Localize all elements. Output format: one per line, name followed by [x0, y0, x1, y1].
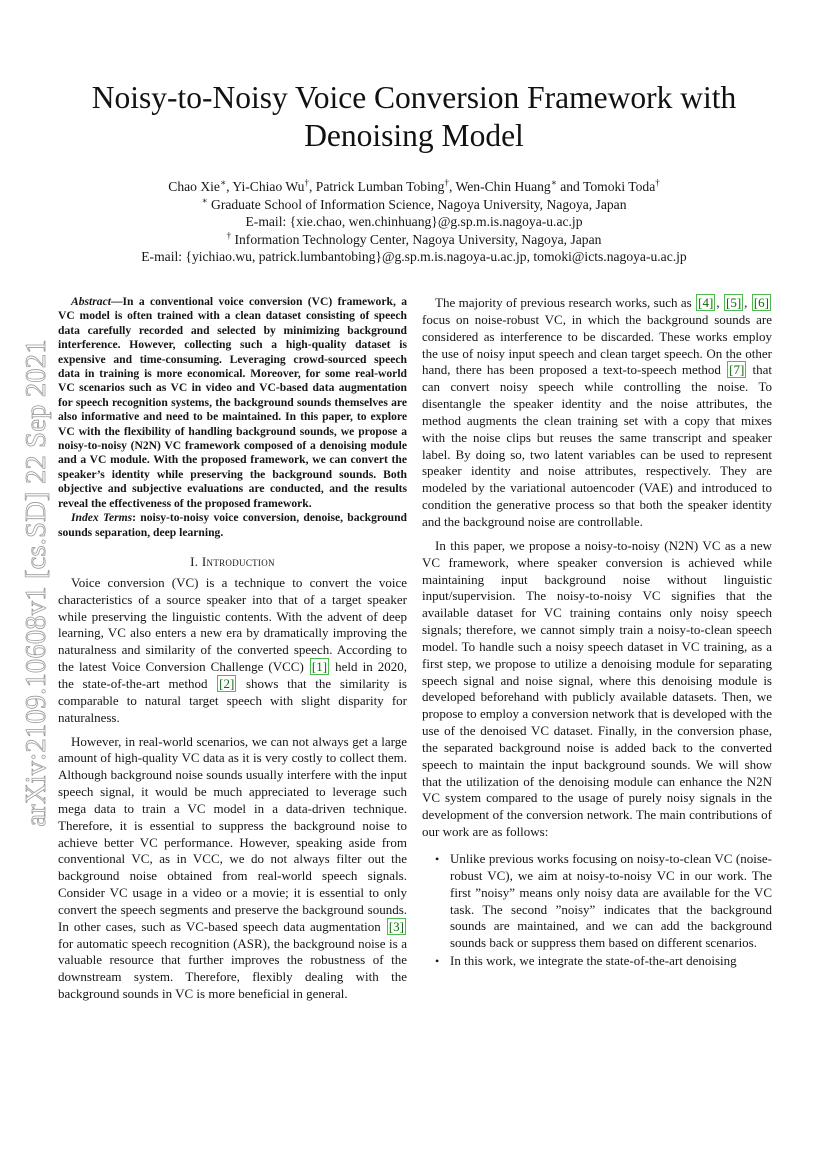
title-line-2: Denoising Model [304, 118, 524, 153]
citation-link[interactable]: [3] [388, 918, 404, 934]
bullet-icon: • [435, 954, 440, 969]
title-line-1: Noisy-to-Noisy Voice Conversion Framework with [91, 80, 737, 115]
paper-title [60, 79, 768, 155]
affiliation-2: † Information Technology Center, Nagoya University, Nagoya, Japan [226, 229, 602, 247]
index-terms [58, 511, 407, 540]
abstract [58, 295, 407, 540]
citation-link[interactable]: [2] [219, 675, 235, 691]
author-name: Chao Xie [168, 179, 220, 194]
abstract-paragraph [58, 295, 407, 511]
body-paragraph: In this paper, we propose a noisy-to-noisy (N2N) VC as a new VC framework, where speaker conversion is achieved while maintaining input background noise without linguistic input/supervision. The noisy-to-noisy VC signifies that the available dataset for VC training contains only noisy speech signals; therefore, we cannot simply train a noisy-to-clean speech model. To handle such a noisy speech dataset in VC training, as a first step, we propose to utilize a denoising module for separating speech signal and noise signal, where this denoising module is developed beforehand with publicly available datasets. Then, we propose to employ a conversion network that is developed with the use of the denoised VC dataset. Finally, in the conversion phase, the separated background noise is added back to the converted speech to maintain the input background sounds. We will show that the utilization of the denoising module can enhance the N2N VC system compared to the usage of purely noisy signals in the development of the conversion network. The main contributions of our work are as follows: [422, 537, 772, 840]
citation-link[interactable]: [1] [311, 659, 328, 675]
email-1: E-mail: {xie.chao, wen.chinhuang}@g.sp.m.is.nagoya-u.ac.jp [245, 214, 583, 229]
bullet-icon: • [435, 852, 440, 866]
affiliation-1: ∗ Graduate School of Information Science, Nagoya University, Nagoya, Japan [201, 194, 627, 212]
index-terms-body: : noisy-to-noisy voice conversion, denoise, background sounds separation, deep learning. [58, 511, 407, 539]
abstract-body: —In a conventional voice conversion (VC) framework, a VC model is often trained with a clean dataset consisting of speech data carefully recorded and selected by minimizing background interference. However, collecting such a high-quality dataset is expensive and time-consuming. Leveraging crowd-sourced speech data in training is more economical. Moreover, for some real-world VC scenarios such as VC in video and VC-based data augmentation for speech recognition systems, the background sounds themselves are also informative and need to be maintained. In this paper, to explore VC with the flexibility of handling background sounds, we propose a noisy-to-noisy (N2N) VC framework composed of a denoising module and a VC module. With the proposed framework, we can convert the speaker’s identity while preserving the background sounds. Both objective and subjective evaluations are conducted, and the results reveal the effectiveness of the proposed framework. [58, 295, 407, 510]
section-heading: I. Introduction [190, 553, 275, 569]
right-column [422, 295, 772, 971]
body-paragraph: However, in real-world scenarios, we can not always get a large amount of high-quality VC data as it is very costly to collect them. Although background noise sounds usually interfere with the input speech signal, it would be much appreciated to leverage such mega data to train a VC model in a data-driven technique. Therefore, it is essential to suppress the background noise to achieve better VC performance. However, speaking aside from conventional VC, as in VCC, we do not always filter out the background noise obtained from real-world speech signals. Consider VC usage in a video or a movie; it is essential to only convert the speech segments and preserve the background sounds. In other cases, such as VC-based speech data augmentation [3] for automatic speech recognition (ASR), the background noise is a valuable resource that further improves the robustness of the downstream system. Therefore, flexibly dealing with the background sounds in VC is more beneficial in general. [58, 733, 407, 1002]
arxiv-stamp [14, 338, 60, 828]
affiliation-mark: † [304, 177, 309, 188]
body-paragraph: Voice conversion (VC) is a technique to convert the voice characteristics of a source speaker into that of a target speaker while preserving the linguistic contents. With the advent of deep learning, VC also enters a new era by dramatically improving the naturalness and similarity of the converted speech. According to the latest Voice Conversion Challenge (VCC) [1] held in 2020, the state-of-the-art method [2] shows that the similarity is comparable to natural target speech with slight disparity for naturalness. [58, 574, 408, 725]
arxiv-stamp-text: arXiv:2109.10608v1 [cs.SD] 22 Sep 2021 [21, 339, 52, 827]
affiliation-mark: ∗ [550, 177, 557, 188]
citation-link[interactable]: [6] [753, 295, 770, 310]
affiliation-mark: ∗ [219, 177, 227, 188]
abstract-heading: Abstract [71, 295, 111, 308]
citation-link[interactable]: [5] [726, 295, 742, 310]
contributions-list [422, 851, 772, 970]
author-name: , Yi-Chiao Wu [226, 179, 305, 194]
citation-link[interactable]: [4] [698, 295, 714, 310]
author-name: , Wen-Chin Huang [448, 179, 551, 194]
affiliation-mark: † [444, 177, 449, 188]
citation-link[interactable]: [7] [729, 362, 745, 378]
author-name: , Patrick Lumban Tobing [308, 179, 445, 194]
affiliation-mark: ∗ [201, 194, 208, 205]
list-item: • In this work, we integrate the state-of-the-art denoising [435, 953, 737, 969]
list-item: • Unlike previous works focusing on noisy-to-clean VC (noise-robust VC), we aim at noisy-to-noisy VC in our work. The first ”noisy” means only noisy data are available for the VC task. The second ”noisy” indicates that the background sounds are maintained, and we can add the background sounds back or suppress them based on different scenarios. [435, 851, 772, 951]
author-block [60, 178, 768, 266]
affiliation-mark: † [655, 177, 660, 188]
left-column [58, 295, 407, 1003]
body-paragraph: The majority of previous research works, such as [4] , [5] , [6] focus on noise-robust VC, in which the background sounds are considered as interference to be discarded. These works employ the use of noisy input speech and clean target speech. On the other hand, there has been proposed a text-to-speech method [7] that can convert noisy speech while controlling the noise. To disentangle the speaker identity and the noise attributes, the method augments the clean training set with a copy that mixes with the noise clips but reuses the same transcript and speaker label. By doing so, two latent variables can be used to represent speaker identity and noise attributes, respectively. They are modeled by the variational autoencoder (VAE) and introduced to condition the generative process so that both the speaker identity and the background noise are controllable. [422, 295, 772, 529]
author-name: and Tomoki Toda [556, 179, 656, 194]
author-line [60, 178, 768, 196]
email-2: E-mail: {yichiao.wu, patrick.lumbantobing}@g.sp.m.is.nagoya-u.ac.jp, tomoki@icts.nagoya-u.ac.jp [141, 249, 687, 264]
affiliation-mark: † [226, 229, 232, 240]
index-terms-heading: Index Terms [71, 511, 133, 525]
